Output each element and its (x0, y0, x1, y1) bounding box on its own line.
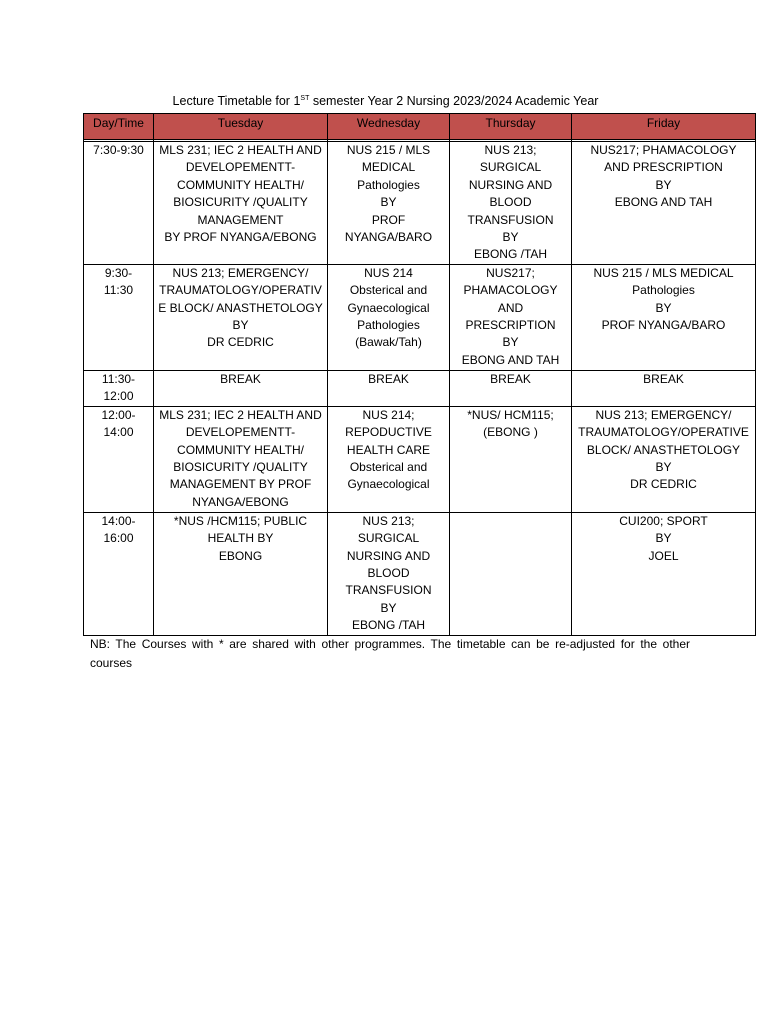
time-cell: 11:30- 12:00 (84, 370, 154, 406)
tuesday-cell: *NUS /HCM115; PUBLIC HEALTH BY EBONG (154, 512, 328, 635)
friday-cell: NUS 215 / MLS MEDICAL Pathologies BY PROF NYANGA/BARO (572, 264, 756, 370)
header-wednesday: Wednesday (328, 114, 450, 140)
friday-cell: BREAK (572, 370, 756, 406)
table-row (84, 142, 756, 265)
thursday-cell: *NUS/ HCM115; (EBONG ) (450, 406, 572, 512)
header-day-time: Day/Time (84, 114, 154, 140)
table-row (84, 512, 756, 635)
header-row (84, 114, 756, 140)
wednesday-cell: NUS 215 / MLS MEDICAL Pathologies BY PROF NYANGA/BARO (328, 142, 450, 265)
thursday-cell: NUS 213; SURGICAL NURSING AND BLOOD TRANSFUSION BY EBONG /TAH (450, 142, 572, 265)
tuesday-cell: MLS 231; IEC 2 HEALTH AND DEVELOPEMENTT- COMMUNITY HEALTH/ BIOSICURITY /QUALITY MANAGEMENT BY PROF NYANGA/EBONG (154, 142, 328, 265)
time-cell: 12:00- 14:00 (84, 406, 154, 512)
wednesday-cell: NUS 214; REPODUCTIVE HEALTH CARE Obsterical and Gynaecological (328, 406, 450, 512)
timetable-table (83, 113, 756, 636)
thursday-cell: NUS217; PHAMACOLOGY AND PRESCRIPTION BY EBONG AND TAH (450, 264, 572, 370)
title-prefix: Lecture Timetable for 1 (172, 94, 301, 108)
tuesday-cell: BREAK (154, 370, 328, 406)
friday-cell: NUS217; PHAMACOLOGY AND PRESCRIPTION BY EBONG AND TAH (572, 142, 756, 265)
friday-cell: NUS 213; EMERGENCY/ TRAUMATOLOGY/OPERATIVE BLOCK/ ANASTHETOLOGY BY DR CEDRIC (572, 406, 756, 512)
time-cell: 14:00- 16:00 (84, 512, 154, 635)
header-friday: Friday (572, 114, 756, 140)
timetable-title (0, 93, 768, 109)
title-suffix: semester Year 2 Nursing 2023/2024 Academic Year (309, 94, 599, 108)
title-superscript: ST (300, 95, 310, 102)
thursday-cell: BREAK (450, 370, 572, 406)
thursday-cell (450, 512, 572, 635)
tuesday-cell: NUS 213; EMERGENCY/ TRAUMATOLOGY/OPERATIV E BLOCK/ ANASTHETOLOGY BY DR CEDRIC (154, 264, 328, 370)
wednesday-cell: BREAK (328, 370, 450, 406)
header-tuesday: Tuesday (154, 114, 328, 140)
wednesday-cell: NUS 214 Obsterical and Gynaecological Pathologies (Bawak/Tah) (328, 264, 450, 370)
time-cell: 9:30- 11:30 (84, 264, 154, 370)
table-row (84, 406, 756, 512)
header-thursday: Thursday (450, 114, 572, 140)
table-row (84, 370, 756, 406)
tuesday-cell: MLS 231; IEC 2 HEALTH AND DEVELOPEMENTT- COMMUNITY HEALTH/ BIOSICURITY /QUALITY MANAGEMENT BY PROF NYANGA/EBONG (154, 406, 328, 512)
time-cell: 7:30-9:30 (84, 142, 154, 265)
friday-cell: CUI200; SPORT BY JOEL (572, 512, 756, 635)
footnote: NB: The Courses with * are shared with other programmes. The timetable can be re-adjusted for the other courses (90, 637, 690, 670)
table-row (84, 264, 756, 370)
wednesday-cell: NUS 213; SURGICAL NURSING AND BLOOD TRANSFUSION BY EBONG /TAH (328, 512, 450, 635)
